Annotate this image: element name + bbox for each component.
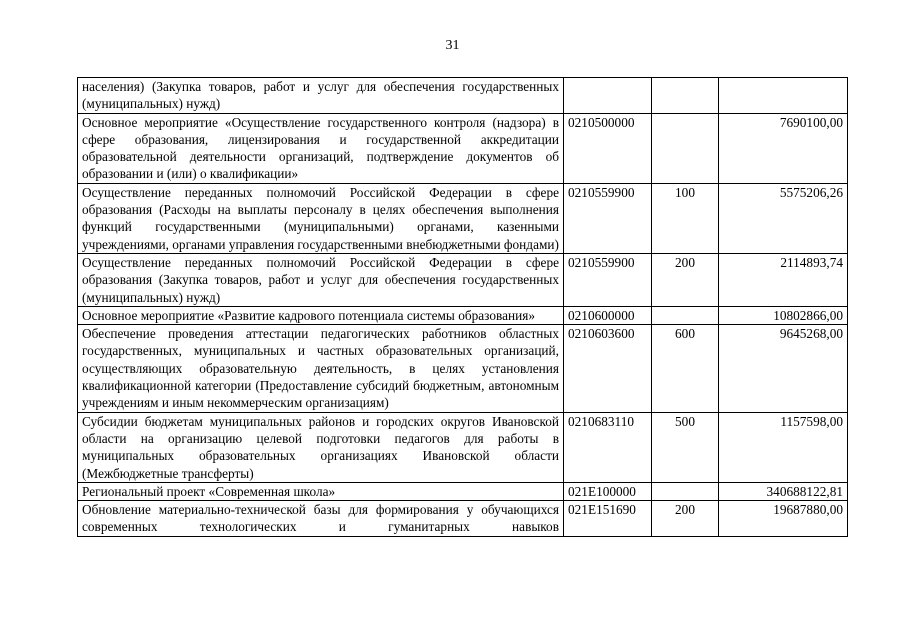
row-type-cell: 500 — [652, 412, 719, 482]
row-name-cell: Обновление материально-технической базы для формирования у обучающихся современных технологических и гуманитарных навыков — [78, 501, 564, 537]
row-type-cell: 600 — [652, 325, 719, 412]
row-type-cell — [652, 78, 719, 114]
row-name-cell: Основное мероприятие «Развитие кадрового потенциала системы образования» — [78, 306, 564, 324]
page-number: 31 — [445, 38, 460, 53]
row-sum-cell — [719, 78, 848, 114]
row-sum-cell: 2114893,74 — [719, 253, 848, 306]
row-name-cell: Региональный проект «Современная школа» — [78, 482, 564, 500]
budget-table — [77, 77, 848, 537]
row-sum-cell: 5575206,26 — [719, 183, 848, 253]
row-code-cell: 0210683110 — [564, 412, 652, 482]
row-code-cell — [564, 78, 652, 114]
row-code-cell: 0210500000 — [564, 113, 652, 183]
row-name-cell: Субсидии бюджетам муниципальных районов и городских округов Ивановской области на организацию целевой подготовки педагогов для работы в муниципальных образовательных организациях Ивановской области (Межбюджетные трансферты) — [78, 412, 564, 482]
row-code-cell: 0210559900 — [564, 253, 652, 306]
row-sum-cell: 7690100,00 — [719, 113, 848, 183]
row-type-cell — [652, 482, 719, 500]
row-code-cell: 0210559900 — [564, 183, 652, 253]
table-row — [78, 412, 848, 482]
row-type-cell: 200 — [652, 253, 719, 306]
table-row — [78, 253, 848, 306]
row-code-cell: 0210603600 — [564, 325, 652, 412]
row-sum-cell: 9645268,00 — [719, 325, 848, 412]
table-row — [78, 183, 848, 253]
row-code-cell: 021E151690 — [564, 501, 652, 537]
table-row — [78, 78, 848, 114]
row-name-cell: Осуществление переданных полномочий Российской Федерации в сфере образования (Расходы на выплаты персоналу в целях обеспечения выполнения функций государственными (муниципальными) органами, казенными учреждениями, органами управления государственными внебюджетными фондами) — [78, 183, 564, 253]
table-row — [78, 325, 848, 412]
row-type-cell: 200 — [652, 501, 719, 537]
row-name-cell: Основное мероприятие «Осуществление государственного контроля (надзора) в сфере образования, лицензирования и государственной аккредитации образовательной деятельности организаций, подтверждение документов об образовании и (или) о квалификации» — [78, 113, 564, 183]
row-type-cell — [652, 113, 719, 183]
table-row — [78, 501, 848, 537]
table-row — [78, 306, 848, 324]
row-name-cell: населения) (Закупка товаров, работ и услуг для обеспечения государственных (муниципальных) нужд) — [78, 78, 564, 114]
row-sum-cell: 10802866,00 — [719, 306, 848, 324]
table-row — [78, 113, 848, 183]
row-name-cell: Обеспечение проведения аттестации педагогических работников областных государственных, муниципальных и частных образовательных организаций, осуществляющих образовательную деятельность, в целях установления квалификационной категории (Предоставление субсидий бюджетным, автономным учреждениям и иным некоммерческим организациям) — [78, 325, 564, 412]
row-sum-cell: 19687880,00 — [719, 501, 848, 537]
row-name-cell: Осуществление переданных полномочий Российской Федерации в сфере образования (Закупка товаров, работ и услуг для обеспечения государственных (муниципальных) нужд) — [78, 253, 564, 306]
row-type-cell — [652, 306, 719, 324]
row-sum-cell: 1157598,00 — [719, 412, 848, 482]
row-sum-cell: 340688122,81 — [719, 482, 848, 500]
row-type-cell: 100 — [652, 183, 719, 253]
table-row — [78, 482, 848, 500]
row-code-cell: 021E100000 — [564, 482, 652, 500]
row-code-cell: 0210600000 — [564, 306, 652, 324]
